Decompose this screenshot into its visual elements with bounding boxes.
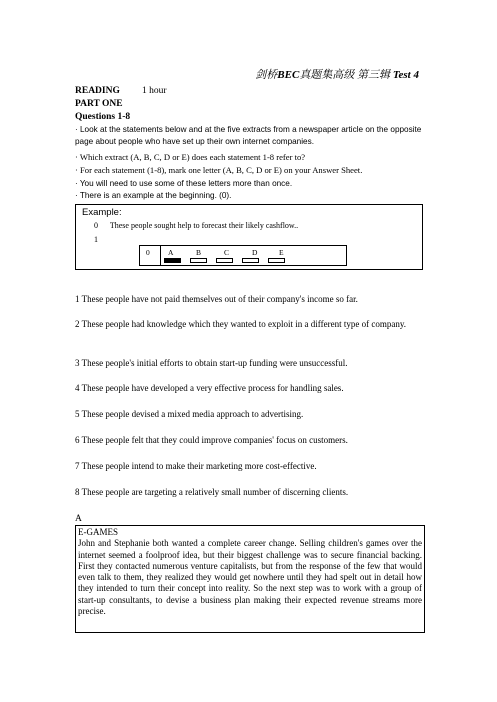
option-b-label: B — [196, 248, 202, 257]
statement-4: 4 These people have developed a very effective process for handling sales. — [75, 383, 344, 393]
statement-8: 8 These people are targeting a relatively small number of discerning clients. — [75, 487, 349, 497]
answer-grid-number: 0 — [146, 248, 150, 257]
option-c-box[interactable] — [216, 258, 233, 263]
option-a-label: A — [168, 248, 174, 257]
statement-1: 1 These people have not paid themselves out of their company's income so far. — [75, 294, 358, 304]
header-test: Test 4 — [392, 69, 419, 81]
header-series: BEC — [277, 69, 300, 81]
statement-5: 5 These people devised a mixed media approach to advertising. — [75, 409, 304, 419]
answer-grid — [139, 245, 347, 266]
instruction-2: · Which extract (A, B, C, D or E) does each statement 1-8 refer to? — [75, 152, 306, 162]
grid-divider — [160, 246, 161, 265]
statement-6: 6 These people felt that they could improve companies' focus on customers. — [75, 435, 348, 445]
questions-range: Questions 1-8 — [75, 112, 131, 122]
reading-label: READING — [75, 86, 120, 96]
instruction-5: · There is an example at the beginning. (0). — [75, 191, 232, 200]
example-number: 0 — [94, 221, 98, 230]
extract-a-text: John and Stephanie both wanted a complete career change. Selling children's games over the internet seemed a foolproof idea, but their biggest challenge was to secure financial backing. First they contacted numerous venture capitalists, but from the response of the few that would even talk to them, they realized they would get nowhere until they had spelt out in detail how they intended to turn their concept into reality. So the next step was to work with a group of start-up consultants, to devise a business plan making their expected revenue streams more precise. — [78, 538, 422, 617]
reading-time: 1 hour — [142, 86, 167, 96]
example-box — [75, 204, 423, 270]
example-statement: These people sought help to forecast their likely cashflow.. — [109, 221, 299, 230]
option-e-box[interactable] — [268, 258, 285, 263]
extract-a-box — [75, 525, 425, 633]
option-d-label: D — [252, 248, 258, 257]
part-title: PART ONE — [75, 99, 123, 109]
option-a-box[interactable] — [164, 258, 181, 263]
statement-7: 7 These people intend to make their marketing more cost-effective. — [75, 461, 317, 471]
option-c-label: C — [224, 248, 230, 257]
instruction-4: · You will need to use some of these letters more than once. — [75, 179, 293, 188]
statement-3: 3 These people's initial efforts to obtain start-up funding were unsuccessful. — [75, 358, 348, 368]
example-row-1: 1 — [94, 235, 98, 244]
header-suffix: 真题集高级 第三辑 — [299, 69, 393, 81]
example-title: Example: — [82, 207, 122, 218]
option-d-box[interactable] — [242, 258, 259, 263]
extract-a-title: E-GAMES — [78, 527, 118, 537]
example-row-0 — [94, 221, 298, 230]
header-prefix: 剑桥 — [255, 69, 278, 81]
page-header — [255, 66, 419, 82]
statement-2: 2 These people had knowledge which they wanted to exploit in a different type of company. — [75, 319, 406, 329]
option-e-label: E — [279, 248, 284, 257]
instruction-1: · Look at the statements below and at the five extracts from a newspaper article on the opposite page about people who have set up their own internet companies. — [75, 125, 422, 146]
extract-a-letter: A — [75, 514, 82, 524]
option-b-box[interactable] — [190, 258, 207, 263]
instruction-3: · For each statement (1-8), mark one letter (A, B, C, D or E) on your Answer Sheet. — [75, 165, 363, 175]
